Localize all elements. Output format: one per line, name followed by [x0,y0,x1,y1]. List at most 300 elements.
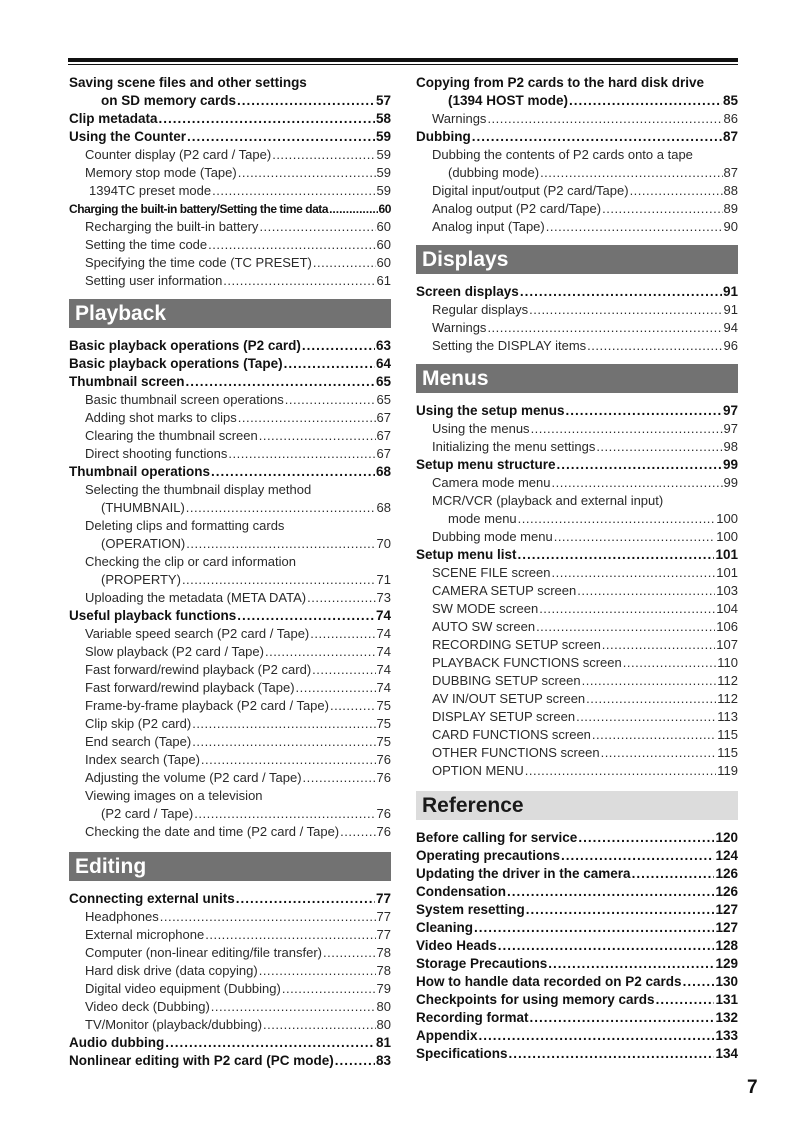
dot-leader [548,955,714,973]
toc-entry-title: Checkpoints for using memory cards [416,992,655,1007]
toc-page-number: 60 [376,219,391,234]
toc-entry [69,337,391,355]
toc-entry [416,283,738,301]
toc-entry [416,991,738,1009]
toc-page-number: 104 [716,601,738,616]
header-rule-thick [68,58,738,62]
toc-entry [416,973,738,991]
toc-entry [416,744,738,762]
dot-leader [596,438,722,456]
dot-leader [576,708,716,726]
toc-entry-title: Memory stop mode (Tape) [85,165,237,180]
toc-entry-title: Audio dubbing [69,1035,165,1050]
toc-page-number: 88 [723,183,738,198]
toc-entry [416,582,738,600]
toc-entry [416,420,738,438]
dot-leader [330,697,376,715]
toc-page-number: 76 [376,752,391,767]
dot-leader [237,607,375,625]
toc-entry [416,708,738,726]
dot-leader [530,1009,715,1027]
dot-leader [498,937,715,955]
toc-page-number: 76 [376,824,391,839]
header-rule-thin [68,64,738,65]
toc-entry [416,110,738,128]
dot-leader [557,456,722,474]
toc-entry-title: Basic thumbnail screen operations [85,392,284,407]
toc-entry-title: Basic playback operations (P2 card) [69,338,301,353]
toc-entry-title: Connecting external units [69,891,235,906]
toc-entry-title: Regular displays [432,302,529,317]
toc-entry [69,218,391,236]
section-header-menus: Menus [416,364,738,393]
dot-leader [592,726,716,744]
dot-leader [238,164,376,182]
toc-entry [69,1016,391,1034]
dot-leader [479,1027,715,1045]
toc-group-displays [416,283,738,355]
toc-page-number: 100 [716,511,738,526]
dot-leader [160,908,376,926]
toc-page-number: 112 [717,691,738,706]
toc-entry-title: OTHER FUNCTIONS screen [432,745,600,760]
toc-entry [416,546,738,564]
toc-entry [69,926,391,944]
toc-entry-title: Direct shooting functions [85,446,228,461]
dot-leader [586,690,716,708]
toc-page-number: 112 [717,673,738,688]
toc-entry [69,182,391,200]
toc-entry [69,463,391,481]
dot-leader [186,499,376,517]
toc-entry [69,1052,391,1070]
toc-page-number: 119 [717,763,738,778]
toc-entry-heading: Copying from P2 cards to the hard disk drive [416,75,705,90]
toc-entry-title: mode menu [448,511,517,526]
toc-page-number: 71 [376,572,391,587]
toc-entry-title: TV/Monitor (playback/dubbing) [85,1017,263,1032]
dot-leader [228,445,375,463]
toc-entry [416,636,738,654]
toc-entry [69,236,391,254]
toc-entry [416,1009,738,1027]
toc-page-number: 74 [375,608,391,623]
toc-entry-title: Initializing the menu settings [432,439,596,454]
toc-group-menus [416,402,738,780]
toc-entry [416,726,738,744]
toc-entry [416,92,738,110]
dot-leader [578,829,714,847]
toc-page-number: 61 [376,273,391,288]
toc-entry [416,337,738,355]
dot-leader [263,1016,376,1034]
dot-leader [472,128,722,146]
toc-entry-title: Analog output (P2 card/Tape) [432,201,602,216]
toc-entry [416,654,738,672]
toc-page-number: 127 [715,902,738,917]
dot-leader [272,146,375,164]
toc-page-number: 74 [376,626,391,641]
toc-entry-title: Adding shot marks to clips [85,410,237,425]
toc-page-number: 87 [722,129,738,144]
toc-entry-heading: Selecting the thumbnail display method [85,482,312,497]
dot-leader [238,409,376,427]
toc-page-number: 76 [376,770,391,785]
toc-page-number: 59 [376,165,391,180]
toc-entry [416,600,738,618]
dot-leader [282,980,376,998]
toc-entry [69,499,391,517]
toc-entry-heading: Saving scene files and other settings [69,75,307,90]
section-header-playback: Playback [69,299,391,328]
toc-page-number: 76 [376,806,391,821]
toc-page-number: 103 [716,583,738,598]
toc-entry [416,301,738,319]
dot-leader [307,589,375,607]
toc-entry-heading: MCR/VCR (playback and external input) [432,493,664,508]
toc-page-number: 113 [717,709,738,724]
dot-leader [192,715,375,733]
dot-leader [296,679,376,697]
toc-entry-title: Recording format [416,1010,529,1025]
toc-entry-title: Storage Precautions [416,956,548,971]
toc-entry [69,751,391,769]
toc-entry-title: Setup menu list [416,547,517,562]
toc-entry [69,980,391,998]
toc-entry [416,901,738,919]
toc-entry-title: Cleaning [416,920,474,935]
toc-entry-title: Video deck (Dubbing) [85,999,210,1014]
dot-leader [602,200,722,218]
dot-leader [223,272,375,290]
dot-leader [540,164,722,182]
dot-leader [630,182,723,200]
toc-entry-title: CARD FUNCTIONS screen [432,727,591,742]
toc-entry-title: Camera mode menu [432,475,551,490]
toc-page-number: 99 [722,457,738,472]
toc-entry [416,182,738,200]
toc-group-playback [69,337,391,841]
toc-page-number: 68 [375,464,391,479]
toc-entry-title: Fast forward/rewind playback (Tape) [85,680,295,695]
toc-entry [416,762,738,780]
toc-entry-title: Dubbing mode menu [432,529,553,544]
dot-leader [509,1045,715,1063]
dot-leader [312,661,375,679]
toc-entry [69,661,391,679]
toc-page-number: 81 [375,1035,391,1050]
toc-page-number: 120 [715,830,738,845]
toc-group-reference [416,829,738,1063]
toc-page-number: 60 [376,255,391,270]
toc-entry [69,200,391,218]
toc-entry [69,535,391,553]
toc-entry [69,110,391,128]
toc-entry-title: SCENE FILE screen [432,565,551,580]
toc-entry-title: Video Heads [416,938,497,953]
toc-page-number: 106 [716,619,738,634]
toc-entry-title: PLAYBACK FUNCTIONS screen [432,655,622,670]
dot-leader [186,535,375,553]
toc-page-number: 132 [715,1010,738,1025]
dot-leader [182,571,376,589]
toc-entry-title: on SD memory cards [101,93,237,108]
toc-entry-title: Charging the built-in battery/Setting the time data [69,202,329,216]
toc-entry [69,571,391,589]
toc-page-number: 80 [376,999,391,1014]
toc-entry-title: Analog input (Tape) [432,219,545,234]
toc-page-number: 86 [723,111,738,126]
section-header-displays: Displays [416,245,738,274]
toc-entry [416,919,738,937]
dot-leader [211,463,375,481]
dot-leader [474,919,714,937]
toc-page-number: 77 [375,891,391,906]
toc-page-number: 58 [375,111,391,126]
toc-page-number: 124 [715,848,738,863]
toc-page-number: 98 [723,439,738,454]
dot-leader [310,625,375,643]
dot-leader [507,883,714,901]
dot-leader [552,564,716,582]
toc-entry-title: Nonlinear editing with P2 card (PC mode) [69,1053,334,1068]
toc-entry [69,445,391,463]
toc-page-number: 74 [376,680,391,695]
toc-page-number: 75 [376,734,391,749]
toc-entry [416,955,738,973]
dot-leader [525,762,717,780]
toc-entry-title: Warnings [432,320,487,335]
toc-entry [416,829,738,847]
toc-entry [69,409,391,427]
dot-leader [602,636,716,654]
dot-leader [566,402,722,420]
dot-leader [546,218,723,236]
toc-page-number: 60 [378,202,391,216]
toc-entry-title: Thumbnail screen [69,374,185,389]
toc-page-number: 131 [715,992,738,1007]
toc-entry [69,944,391,962]
dot-leader [569,92,722,110]
toc-page-number: 79 [376,981,391,996]
toc-entry-title: Specifying the time code (TC PRESET) [85,255,312,270]
toc-entry-title: Basic playback operations (Tape) [69,356,283,371]
toc-page-number: 75 [376,716,391,731]
toc-page-number: 127 [715,920,738,935]
toc-entry-title: Operating precautions [416,848,561,863]
toc-entry [416,319,738,337]
toc-page-number: 101 [715,547,738,562]
toc-left-column [69,74,391,1070]
dot-leader [201,751,376,769]
dot-leader [529,301,722,319]
toc-entry [416,528,738,546]
toc-entry-title: Thumbnail operations [69,464,211,479]
dot-leader [487,110,722,128]
dot-leader [211,998,376,1016]
dot-leader [539,600,715,618]
dot-leader [165,1034,375,1052]
toc-page-number: 74 [376,662,391,677]
toc-entry [69,908,391,926]
toc-entry-title: (1394 HOST mode) [448,93,569,108]
toc-right-column [416,74,738,1063]
toc-page-number: 78 [376,963,391,978]
toc-entry-title: CAMERA SETUP screen [432,583,577,598]
toc-entry [416,1027,738,1045]
toc-entry-title: Fast forward/rewind playback (P2 card) [85,662,312,677]
toc-entry-title: Counter display (P2 card / Tape) [85,147,272,162]
toc-entry-title: Frame-by-frame playback (P2 card / Tape) [85,698,329,713]
toc-page-number: 91 [722,284,738,299]
section-header-reference: Reference [416,791,738,820]
toc-page-number: 67 [376,428,391,443]
section-header-editing: Editing [69,852,391,881]
toc-entry [69,715,391,733]
toc-entry-title: Hard disk drive (data copying) [85,963,258,978]
dot-leader [335,1052,375,1070]
toc-group-editing [69,890,391,1070]
toc-entry-title: Warnings [432,111,487,126]
toc-entry [416,164,738,182]
toc-entry [416,937,738,955]
toc-entry-title: AV IN/OUT SETUP screen [432,691,586,706]
toc-page-number: 73 [376,590,391,605]
toc-entry-title: Condensation [416,884,506,899]
dot-leader [323,944,376,962]
toc-entry [69,805,391,823]
dot-leader [236,890,375,908]
toc-entry-title: System resetting [416,902,525,917]
toc-entry-title: Updating the driver in the camera [416,866,631,881]
toc-entry [69,962,391,980]
toc-entry-title: Before calling for service [416,830,578,845]
toc-page-number: 130 [715,974,738,989]
toc-entry [69,254,391,272]
toc-page-number: 64 [375,356,391,371]
dot-leader [205,926,375,944]
dot-leader [259,218,375,236]
toc-entry-title: Using the setup menus [416,403,565,418]
toc-entry-title: RECORDING SETUP screen [432,637,601,652]
dot-leader [186,373,375,391]
toc-entry-title: How to handle data recorded on P2 cards [416,974,682,989]
dot-leader [518,546,715,564]
dot-leader [192,733,375,751]
toc-entry [416,456,738,474]
dot-leader [212,182,375,200]
toc-entry [416,618,738,636]
toc-entry [69,607,391,625]
dot-leader [187,128,375,146]
toc-entry-title: Variable speed search (P2 card / Tape) [85,626,310,641]
toc-entry-heading: Viewing images on a television [85,788,263,803]
toc-entry [416,564,738,582]
toc-page-number: 67 [376,446,391,461]
toc-entry [416,218,738,236]
toc-page-number: 96 [723,338,738,353]
toc-page-number: 57 [375,93,391,108]
toc-entry [416,690,738,708]
dot-leader [285,391,376,409]
toc-page-number: 126 [715,866,738,881]
toc-page-number: 59 [376,183,391,198]
toc-entry [69,890,391,908]
toc-entry [69,164,391,182]
toc-entry-title: Clip skip (P2 card) [85,716,192,731]
toc-entry [416,847,738,865]
toc-page-number: 70 [376,536,391,551]
toc-page-number: 77 [376,909,391,924]
toc-entry-heading: Dubbing the contents of P2 cards onto a tape [432,147,693,162]
toc-entry-title: 1394TC preset mode [89,183,212,198]
dot-leader [577,582,715,600]
toc-entry-title: Setting the time code [85,237,208,252]
toc-entry-title: (dubbing mode) [448,165,540,180]
toc-entry-title: DUBBING SETUP screen [432,673,581,688]
toc-page-number: 85 [722,93,738,108]
toc-page-number: 77 [376,927,391,942]
toc-entry-title: Useful playback functions [69,608,237,623]
toc-page-number: 101 [716,565,738,580]
toc-entry-title: (PROPERTY) [101,572,181,587]
dot-leader [159,110,375,128]
toc-page-number: 80 [376,1017,391,1032]
toc-entry-title: Headphones [85,909,159,924]
toc-entry [69,679,391,697]
toc-page-number: 97 [722,403,738,418]
dot-leader [554,528,716,546]
toc-entry-title: Recharging the built-in battery [85,219,259,234]
dot-leader [520,283,722,301]
toc-entry-title: Clearing the thumbnail screen [85,428,258,443]
toc-page-number: 74 [376,644,391,659]
toc-entry-title: OPTION MENU [432,763,524,778]
dot-leader [623,654,717,672]
dot-leader [561,847,714,865]
toc-entry-title: Slow playback (P2 card / Tape) [85,644,264,659]
toc-page-number: 107 [716,637,738,652]
toc-entry-title: Setting the DISPLAY items [432,338,587,353]
toc-entry-title: Computer (non-linear editing/file transfer) [85,945,322,960]
toc-entry [69,373,391,391]
toc-entry-title: Adjusting the volume (P2 card / Tape) [85,770,302,785]
toc-entry [69,769,391,787]
dot-leader [683,973,715,991]
dot-leader [284,355,375,373]
toc-entry [69,697,391,715]
toc-entry [416,883,738,901]
toc-entry [416,510,738,528]
toc-entry [416,128,738,146]
dot-leader [237,92,375,110]
toc-group-right-top [416,74,738,236]
toc-page-number: 83 [375,1053,391,1068]
toc-entry [416,672,738,690]
dot-leader [531,420,723,438]
toc-entry-heading: Checking the clip or card information [85,554,296,569]
toc-entry-title: Setting user information [85,273,223,288]
toc-page-number: 128 [715,938,738,953]
toc-entry [69,272,391,290]
toc-page-number: 99 [723,475,738,490]
toc-entry-title: Using the Counter [69,129,186,144]
toc-entry [69,643,391,661]
dot-leader [265,643,376,661]
dot-leader [340,823,375,841]
toc-entry-title: (OPERATION) [101,536,186,551]
toc-entry-title: Index search (Tape) [85,752,200,767]
